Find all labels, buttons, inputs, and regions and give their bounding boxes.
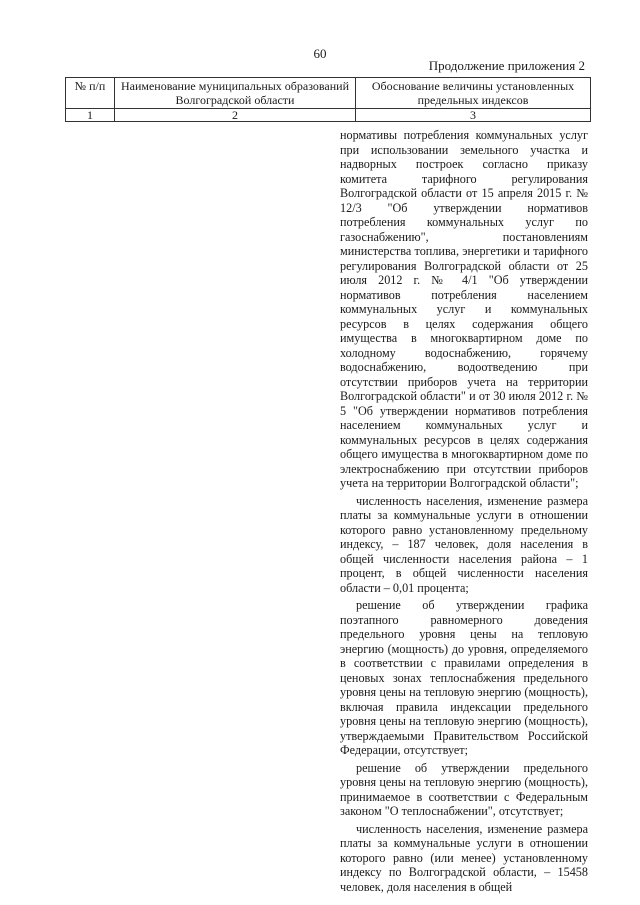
paragraph: решение об утверждении предельного уровня цены на тепловую энергию (мощность), принимаемое в соответствии с Федеральным законом "О теплоснабжении", отсутствует; (340, 760, 588, 818)
table-header-row (66, 78, 591, 109)
col-number-2: 2 (115, 109, 356, 122)
paragraph: решение об утверждении графика поэтапного равномерного доведения предельного уровня цены на тепловую энергию (мощность) до уровня, определяемого в соответствии с правилами определения в ценовых зонах теплоснабжения предельного уровня цены на тепловую энергию (мощность), включая правила индексации предельного уровня цены на тепловую энергию (мощность), утверждаемыми Правительством Российской Федерации, отсутствует; (340, 598, 588, 757)
page-number: 60 (313, 46, 327, 61)
col-header-municipality: Наименование муниципальных образований Волгоградской области (115, 78, 356, 109)
col-number-1: 1 (66, 109, 115, 122)
col-number-3: 3 (356, 109, 591, 122)
col-header-justification: Обоснование величины установленных предельных индексов (356, 78, 591, 109)
continuation-label: Продолжение приложения 2 (428, 58, 585, 73)
paragraph: численность населения, изменение размера платы за коммунальные услуги в отношении которого равно (или менее) установленному индексу по Волгоградской области, – 15458 человек, доля населения в общей (340, 821, 588, 894)
col-header-number: № п/п (66, 78, 115, 109)
paragraph: численность населения, изменение размера платы за коммунальные услуги в отношении которого равно установленному предельному индексу, – 187 человек, доля населения в общей численности населения района – 1 процент, в общей численности населения области – 0,01 процента; (340, 493, 588, 595)
justification-text (340, 128, 588, 894)
paragraph: нормативы потребления коммунальных услуг при использовании земельного участка и надворных построек согласно приказу комитета тарифного регулирования Волгоградской области от 15 апреля 2015 г. № 12/3 "Об утверждении нормативов потребления коммунальных услуг по газоснабжению", постановлениям министерства топлива, энергетики и тарифного регулирования Волгоградской области от 25 июля 2012 г. № 4/1 "Об утверждении нормативов потребления населением коммунальных услуг и коммунальных ресурсов в целях содержания общего имущества в многоквартирном доме по холодному водоснабжению, горячему водоснабжению, водоотведению при отсутствии приборов учета на территории Волгоградской области" и от 30 июля 2012 г. № 5 "Об утверждении нормативов потребления населением коммунальных услуг и коммунальных ресурсов в целях содержания общего имущества в многоквартирном доме по электроснабжению при отсутствии приборов учета на территории Волгоградской области"; (340, 128, 588, 490)
header-table (65, 77, 591, 122)
table-number-row (66, 109, 591, 122)
